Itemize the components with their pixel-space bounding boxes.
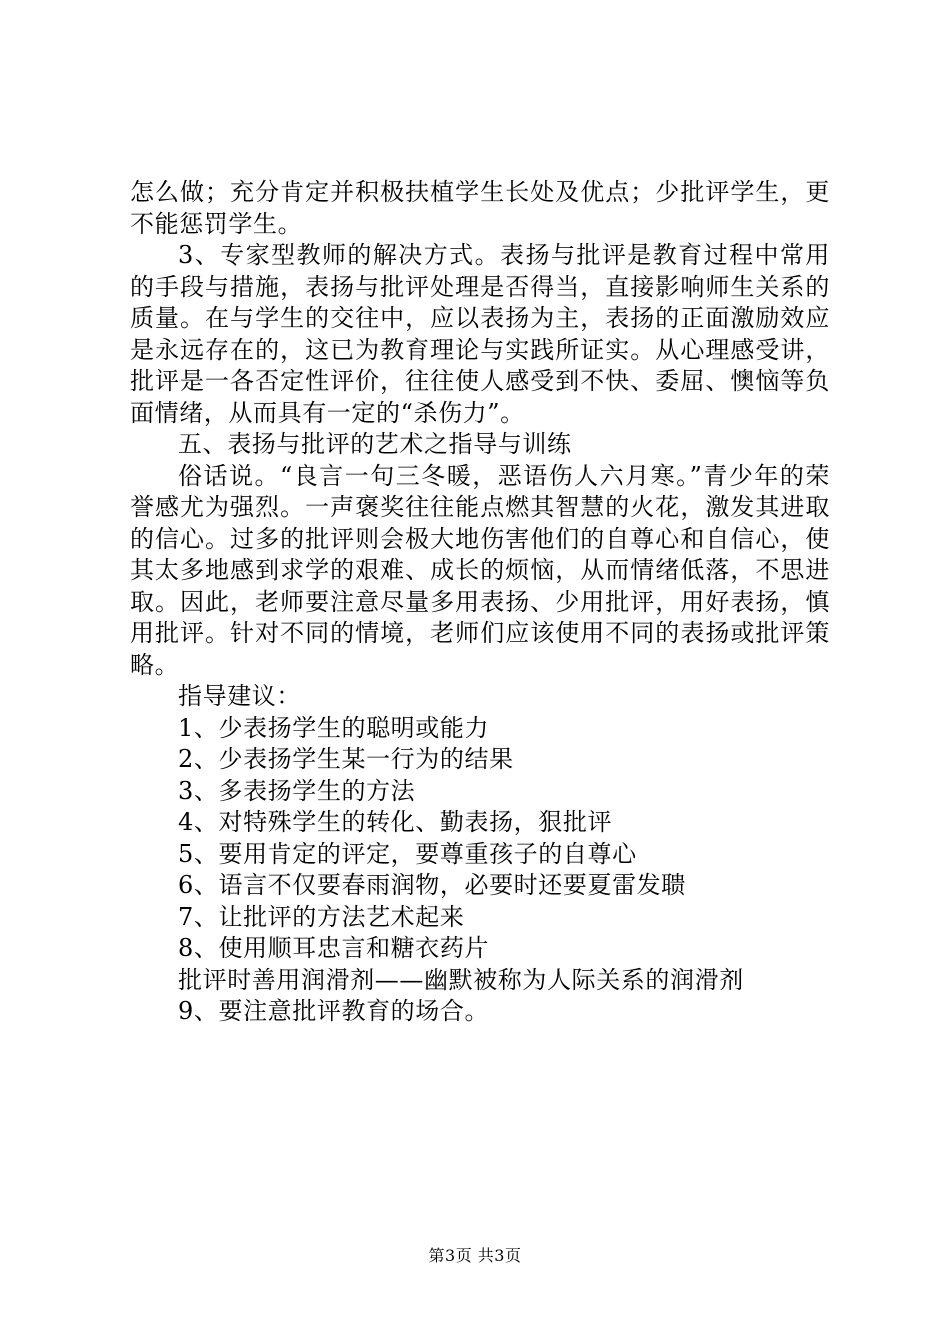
paragraph-expert-teacher: 3、专家型教师的解决方式。表扬与批评是教育过程中常用的手段与措施，表扬与批评处理是否得当，直接影响师生关系的质量。在与学生的交往中，应以表扬为主，表扬的正面激励效应是永远存在的，这已为教育理论与实践所证实。从心理感受讲，批评是一各否定性评价，往往使人感受到不快、委屈、懊恼等负面情绪，从而具有一定的“杀伤力”。 bbox=[130, 241, 830, 427]
list-item: 6、语言不仅要春雨润物，必要时还要夏雷发聩 bbox=[178, 871, 686, 899]
list-item: 4、对特殊学生的转化、勤表扬，狠批评 bbox=[178, 808, 613, 836]
section-heading: 五、表扬与批评的艺术之指导与训练 bbox=[178, 430, 572, 458]
list-item: 3、多表扬学生的方法 bbox=[178, 776, 416, 805]
list-item: 9、要注意批评教育的场合。 bbox=[178, 997, 490, 1025]
paragraph-proverb: 俗话说。“良言一句三冬暖，恶语伤人六月寒。”青少年的荣誉感尤为强烈。一声褒奖往往能点燃其智慧的火花，激发其进取的信心。过多的批评则会极大地伤害他们的自尊心和自信心，使其太多地感到求学的艰难、成长的烦恼，从而情绪低落，不思进取。因此，老师要注意尽量多用表扬、少用批评，用好表扬，慎用批评。针对不同的情境，老师们应该使用不同的表扬或批评策略。 bbox=[130, 461, 830, 679]
document-body bbox=[130, 177, 830, 1028]
guidance-title: 指导建议： bbox=[178, 682, 301, 710]
list-item: 7、让批评的方法艺术起来 bbox=[178, 902, 465, 931]
list-item: 2、少表扬学生某一行为的结果 bbox=[178, 745, 514, 773]
page-number-footer: 第3页 共3页 bbox=[428, 1246, 522, 1265]
list-item: 5、要用肯定的评定，要尊重孩子的自尊心 bbox=[178, 839, 637, 868]
list-item: 批评时善用润滑剂——幽默被称为人际关系的润滑剂 bbox=[178, 965, 744, 994]
list-item: 1、少表扬学生的聪明或能力 bbox=[178, 713, 490, 742]
paragraph-continuation: 怎么做；充分肯定并积极扶植学生长处及优点；少批评学生，更不能惩罚学生。 bbox=[130, 178, 830, 238]
list-item: 8、使用顺耳忠言和糖衣药片 bbox=[178, 934, 490, 962]
